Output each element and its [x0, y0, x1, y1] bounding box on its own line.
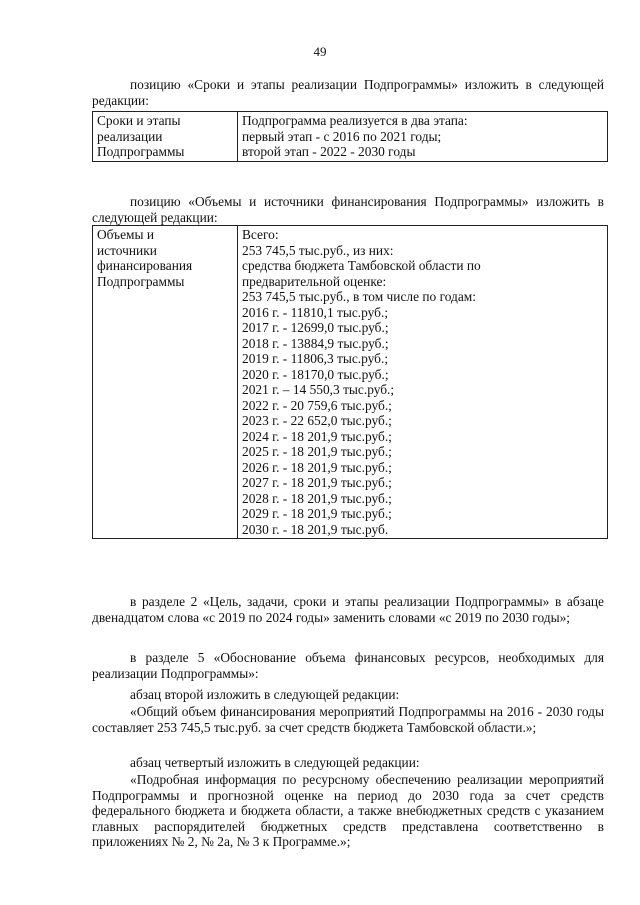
funding-value-line: 2018 г. - 13884,9 тыс.руб.;: [242, 335, 389, 351]
section2-intro: позицию «Объемы и источники финансирования Подпрограммы» изложить в следующей редакции:: [92, 194, 604, 225]
paragraph-abzac-two: абзац второй изложить в следующей редакции:: [130, 687, 400, 702]
terms-label-line: Сроки и этапы: [97, 113, 181, 128]
funding-value-line: предварительной оценке:: [242, 273, 387, 289]
funding-value-line: 2023 г. - 22 652,0 тыс.руб.;: [242, 413, 392, 428]
paragraph-section2-change: в разделе 2 «Цель, задачи, сроки и этапы реализации Подпрограммы» в абзаце двенадцатом слова «с 2019 по 2024 годы» заменить словами «с 2019 по 2030 годы»;: [92, 594, 604, 625]
funding-value-line: 2029 г. - 18 201,9 тыс.руб.;: [242, 506, 392, 521]
terms-label-line: реализации: [97, 128, 163, 144]
funding-value-line: 2024 г. - 18 201,9 тыс.руб.;: [242, 428, 392, 444]
funding-value-line: 2016 г. - 11810,1 тыс.руб.;: [242, 304, 389, 320]
funding-value-line: 2025 г. - 18 201,9 тыс.руб.;: [242, 444, 392, 459]
funding-value-line: 2017 г. - 12699,0 тыс.руб.;: [242, 320, 389, 335]
funding-value-line: 2030 г. - 18 201,9 тыс.руб.: [242, 521, 389, 537]
funding-value-line: 2020 г. - 18170,0 тыс.руб.;: [242, 366, 389, 382]
funding-value-line: Всего:: [242, 227, 279, 242]
funding-value-line: 2027 г. - 18 201,9 тыс.руб.;: [242, 475, 392, 490]
terms-value-line: первый этап - с 2016 по 2021 годы;: [242, 128, 442, 144]
terms-value-cell: [238, 112, 608, 162]
terms-value-line: второй этап - 2022 - 2030 годы: [242, 144, 416, 159]
funding-value-cell: [238, 226, 608, 539]
funding-value-line: 2026 г. - 18 201,9 тыс.руб.;: [242, 459, 392, 475]
funding-value-line: 2019 г. - 11806,3 тыс.руб.;: [242, 351, 389, 366]
funding-value-line: 2022 г. - 20 759,6 тыс.руб.;: [242, 397, 392, 413]
funding-label-line: источники: [97, 242, 157, 258]
funding-label-line: Подпрограммы: [97, 273, 185, 289]
section1-intro: позицию «Сроки и этапы реализации Подпрограммы» изложить в следующей редакции:: [92, 77, 604, 108]
terms-label-cell: [93, 112, 238, 162]
funding-value-line: средства бюджета Тамбовской области по: [242, 258, 481, 273]
funding-value-line: 2021 г. – 14 550,3 тыс.руб.;: [242, 382, 395, 397]
funding-value-line: 2028 г. - 18 201,9 тыс.руб.;: [242, 490, 392, 506]
funding-value-line: 253 745,5 тыс.руб., из них:: [242, 242, 394, 258]
paragraph-abzac-four: абзац четвертый изложить в следующей редакции:: [130, 755, 420, 770]
funding-label-cell: [93, 226, 238, 539]
funding-label-line: Объемы и: [97, 227, 155, 242]
funding-value-line: 253 745,5 тыс.руб., в том числе по годам:: [242, 289, 476, 304]
terms-value-line: Подпрограмма реализуется в два этапа:: [242, 113, 468, 128]
page-number: 49: [313, 44, 327, 59]
paragraph-quote-details: «Подробная информация по ресурсному обеспечению реализации мероприятий Подпрограммы и прогнозной оценке на период до 2030 года за счет средств федерального бюджета и бюджета области, а также внебюджетных средств с указанием главных распорядителей бюджетных средств представлена соответственно в приложениях № 2, № 2а, № 3 к Программе.»;: [92, 772, 604, 849]
terms-label-line: Подпрограммы: [97, 144, 185, 159]
paragraph-section5-intro: в разделе 5 «Обоснование объема финансовых ресурсов, необходимых для реализации Подпрограммы»:: [92, 650, 604, 681]
terms-table: [92, 111, 608, 162]
funding-table: [92, 225, 608, 539]
paragraph-quote-total: «Общий объем финансирования мероприятий Подпрограммы на 2016 - 2030 годы составляет 253 745,5 тыс.руб. за счет средств бюджета Тамбовской области.»;: [92, 704, 604, 735]
funding-label-line: финансирования: [97, 258, 193, 273]
